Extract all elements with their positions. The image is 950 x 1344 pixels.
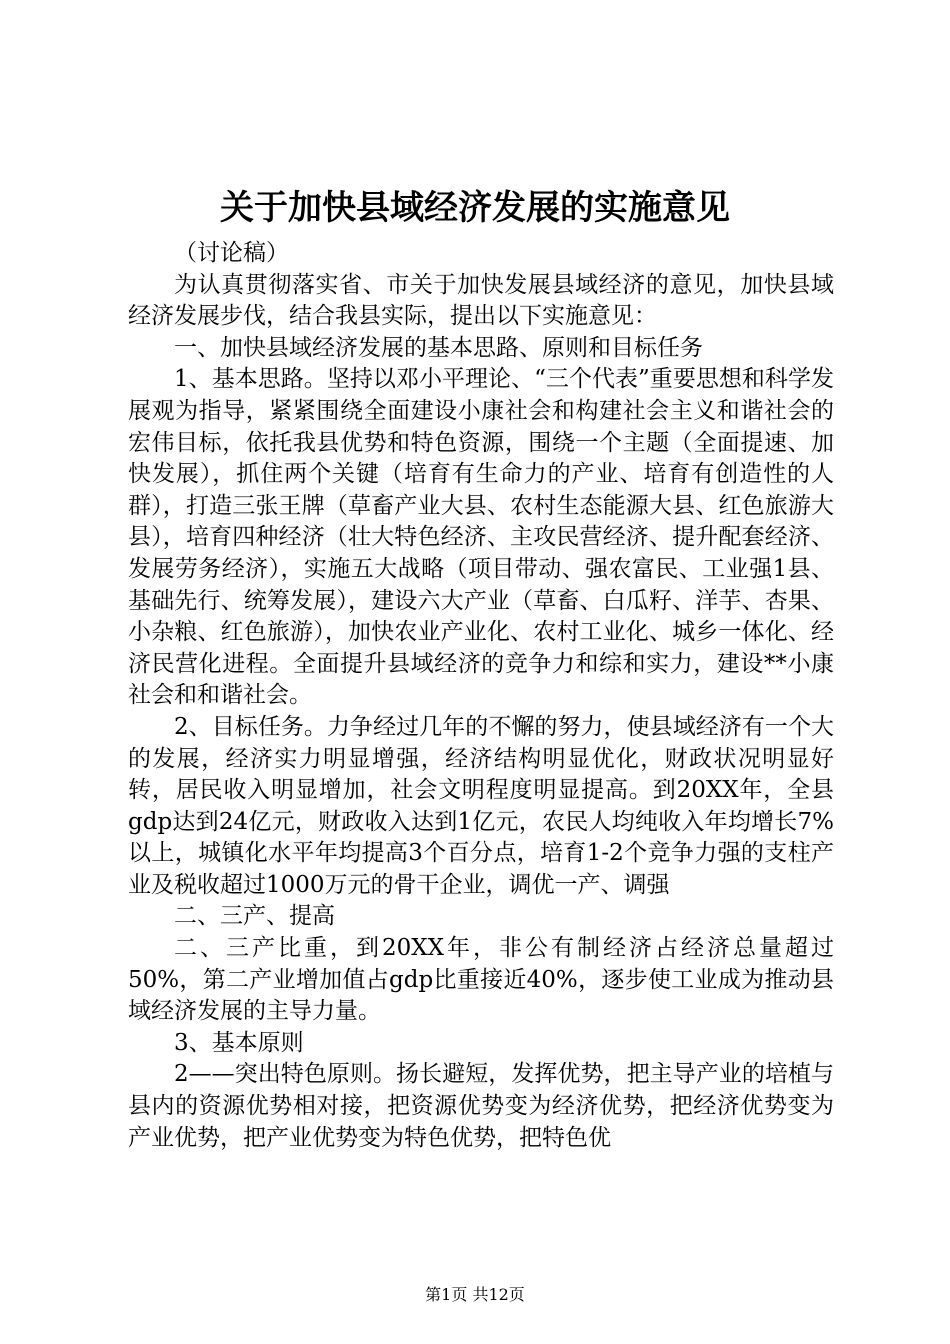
section-heading-1: 一、加快县域经济发展的基本思路、原则和目标任务 bbox=[174, 334, 703, 361]
basic-approach-paragraph: 1、基本思路。坚持以邓小平理论、“三个代表”重要思想和科学发展观为指导，紧紧围绕全面建设小康社会和构建社会主义和谐社会的宏伟目标，依托我县优势和特色资源，围绕一个主题（全面提速、加快发展），抓住两个关键（培育有生命力的产业、培育有创造性的人群），打造三张王牌（草畜产业大县、农村生态能源大县、红色旅游大县），培育四种经济（壮大特色经济、主攻民营经济、提升配套经济、发展劳务经济），实施五大战略（项目带动、强农富民、工业强1县、基础先行、统筹发展），建设六大产业（草畜、白瓜籽、洋芋、杏果、小杂粮、红色旅游），加快农业产业化、农村工业化、城乡一体化、经济民营化进程。全面提升县域经济的竞争力和综和实力，建设**小康社会和和谐社会。 bbox=[128, 366, 834, 709]
page-number-footer: 第1页 共12页 bbox=[425, 1285, 525, 1304]
document-body bbox=[128, 238, 834, 1154]
industry-ratio-paragraph: 二、三产比重，到20XX年，非公有制经济占经济总量超过50%，第二产业增加值占gdp比重接近40%，逐步使工业成为推动县域经济发展的主导力量。 bbox=[128, 935, 834, 1025]
basic-principles-heading: 3、基本原则 bbox=[174, 1029, 304, 1056]
document-title: 关于加快县域经济发展的实施意见 bbox=[220, 188, 730, 228]
draft-note: （讨论稿） bbox=[174, 240, 289, 266]
target-tasks-paragraph: 2、目标任务。力争经过几年的不懈的努力，使县域经济有一个大的发展，经济实力明显增强，经济结构明显优化，财政状况明显好转，居民收入明显增加，社会文明程度明显提高。到20XX年，全县gdp达到24亿元，财政收入达到1亿元，农民人均纯收入年均增长7%以上，城镇化水平年均提高3个百分点，培育1-2个竞争力强的支柱产业及税收超过1000万元的骨干企业，调优一产、调强 bbox=[128, 713, 834, 898]
intro-paragraph: 为认真贯彻落实省、市关于加快发展县域经济的意见，加快县域经济发展步伐，结合我县实际，提出以下实施意见： bbox=[128, 271, 834, 330]
fragment-line: 二、三产、提高 bbox=[174, 903, 335, 930]
feature-principle-paragraph: 2——突出特色原则。扬长避短，发挥优势，把主导产业的培植与县内的资源优势相对接，把资源优势变为经济优势，把经济优势变为产业优势，把产业优势变为特色优势，把特色优 bbox=[128, 1061, 834, 1151]
